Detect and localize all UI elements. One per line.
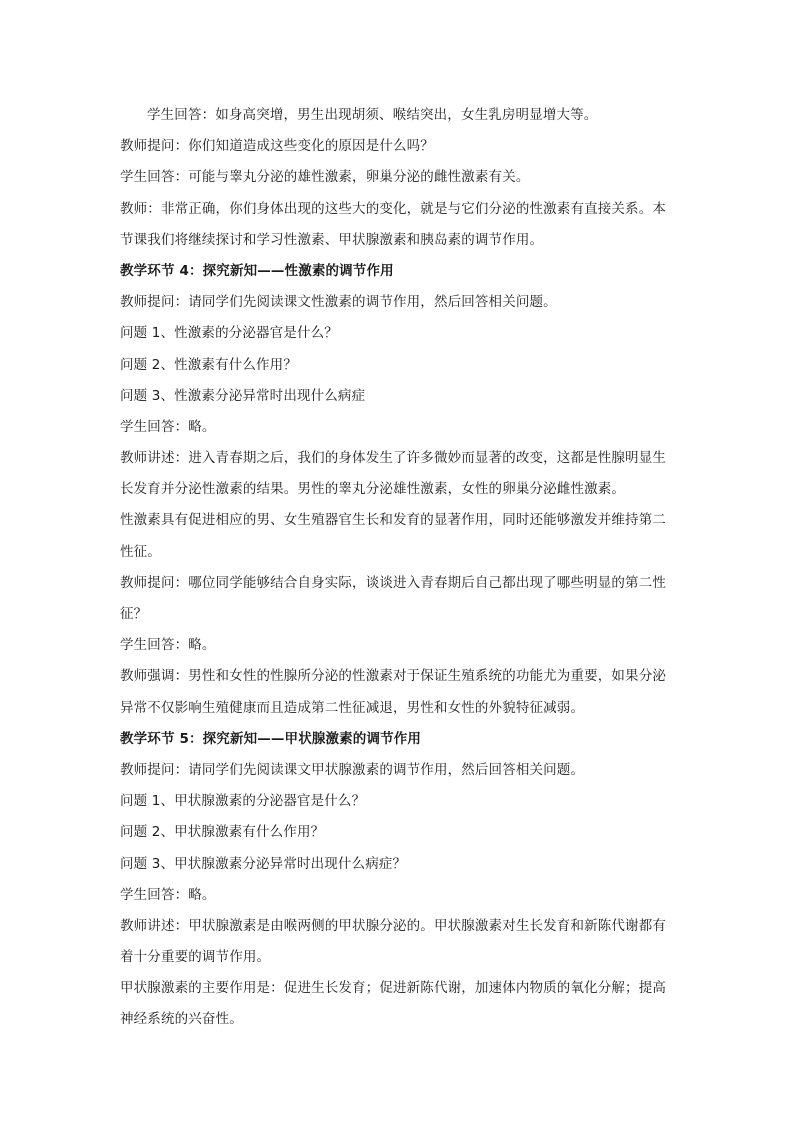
paragraph-line: 学生回答：略。 — [120, 886, 216, 903]
paragraph-line: 教师讲述：甲状腺激素是由喉两侧的甲状腺分泌的。甲状腺激素对生长发育和新陈代谢都有 — [120, 917, 666, 934]
paragraph-line: 学生回答：略。 — [120, 418, 216, 435]
question-line: 问题 1、甲状腺激素的分泌器官是什么？ — [120, 793, 366, 810]
paragraph-line: 教师提问：你们知道造成这些变化的原因是什么吗？ — [120, 138, 434, 155]
paragraph-line: 异常不仅影响生殖健康而且造成第二性征减退，男性和女性的外貌特征减弱。 — [120, 699, 585, 716]
question-line: 问题 3、甲状腺激素分泌异常时出现什么病症？ — [120, 855, 407, 872]
question-line: 问题 1、性激素的分泌器官是什么？ — [120, 325, 338, 342]
paragraph-line: 甲状腺激素的主要作用是：促进生长发育；促进新陈代谢，加速体内物质的氧化分解；提高 — [120, 980, 666, 997]
paragraph-line: 学生回答：可能与睾丸分泌的雄性激素，卵巢分泌的雌性激素有关。 — [120, 169, 530, 186]
question-line: 问题 2、性激素有什么作用？ — [120, 356, 297, 373]
paragraph-line: 学生回答：如身高突增，男生出现胡须、喉结突出，女生乳房明显增大等。 — [147, 107, 598, 123]
paragraph-line: 着十分重要的调节作用。 — [120, 949, 271, 966]
paragraph-line: 教师提问：请同学们先阅读课文甲状腺激素的调节作用，然后回答相关问题。 — [120, 761, 585, 778]
paragraph-line: 教师强调：男性和女性的性腺所分泌的性激素对于保证生殖系统的功能尤为重要，如果分泌 — [120, 668, 666, 685]
question-line: 问题 2、甲状腺激素有什么作用？ — [120, 824, 325, 841]
paragraph-line: 征？ — [120, 606, 148, 622]
paragraph-line: 教师：非常正确，你们身体出现的这些大的变化，就是与它们分泌的性激素有直接关系。本 — [120, 200, 666, 217]
paragraph-line: 长发育并分泌性激素的结果。男性的睾丸分泌雄性激素，女性的卵巢分泌雌性激素。 — [120, 481, 626, 498]
paragraph-line: 教师提问：哪位同学能够结合自身实际，谈谈进入青春期后自己都出现了哪些明显的第二性 — [120, 574, 666, 591]
paragraph-line: 教师提问：请同学们先阅读课文性激素的调节作用，然后回答相关问题。 — [120, 294, 557, 311]
lesson-text-body — [120, 100, 680, 1036]
section-heading: 教学环节 5：探究新知——甲状腺激素的调节作用 — [120, 730, 422, 747]
section-heading: 教学环节 4：探究新知——性激素的调节作用 — [120, 262, 394, 279]
paragraph-line: 神经系统的兴奋性。 — [120, 1011, 243, 1028]
question-line: 问题 3、性激素分泌异常时出现什么病症 — [120, 387, 366, 404]
paragraph-line: 教师讲述：进入青春期之后，我们的身体发生了许多微妙而显著的改变，这都是性腺明显生 — [120, 450, 666, 467]
paragraph-line: 性征。 — [120, 543, 161, 560]
paragraph-line: 节课我们将继续探讨和学习性激素、甲状腺激素和胰岛素的调节作用。 — [120, 231, 544, 248]
paragraph-line: 学生回答：略。 — [120, 637, 216, 654]
paragraph-line: 性激素具有促进相应的男、女生殖器官生长和发育的显著作用，同时还能够激发并维持第二 — [120, 512, 666, 529]
